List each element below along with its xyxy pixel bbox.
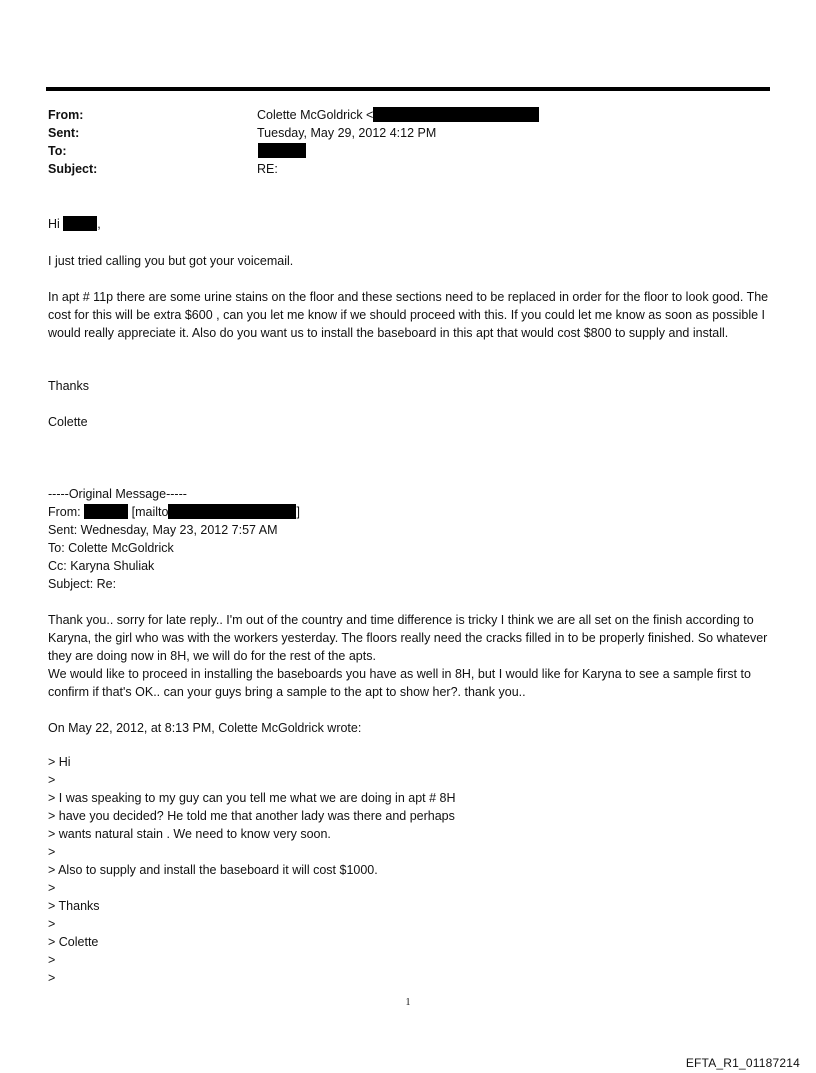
quoted-line: > [48, 881, 56, 895]
bates-number: EFTA_R1_01187214 [685, 1056, 800, 1070]
quoted-line: > have you decided? He told me that another lady was there and perhaps [48, 809, 455, 823]
quoted-line: > I was speaking to my guy can you tell me what we are doing in apt # 8H [48, 791, 456, 805]
message-signature: Colette [48, 415, 88, 429]
original-cc: Cc: Karyna Shuliak [48, 559, 155, 573]
greeting-suffix: , [97, 217, 101, 231]
subject-value: RE: [257, 162, 278, 176]
quoted-line: > [48, 953, 56, 967]
redaction-box [84, 504, 128, 519]
original-body-1: Thank you.. sorry for late reply.. I'm out of the country and time difference is tricky I think we are all set on the finish according to Karyna, the girl who was with the workers yesterday. The floors really need the cracks filled in to be properly finished. So whatever they are doing now in 8H, we will do for the rest of the apts. [48, 613, 768, 663]
message-greeting [48, 215, 772, 233]
mailto-prefix: [mailto [131, 505, 169, 519]
original-from: From: [mailto ] [48, 505, 300, 519]
original-message-header [48, 485, 772, 593]
quoted-line: > Colette [48, 935, 99, 949]
quoted-line: > [48, 773, 56, 787]
header-rule [46, 87, 770, 91]
quoted-line: > wants natural stain . We need to know very soon. [48, 827, 331, 841]
quoted-line: > [48, 917, 56, 931]
original-from-label: From: [48, 505, 81, 519]
quoted-block [48, 753, 772, 987]
to-value [257, 142, 306, 160]
redaction-box [63, 216, 97, 231]
from-label: From: [48, 108, 84, 122]
redaction-box [373, 107, 539, 122]
original-sent: Sent: Wednesday, May 23, 2012 7:57 AM [48, 523, 278, 537]
message-thanks: Thanks [48, 379, 89, 393]
from-name: Colette McGoldrick < [257, 108, 374, 122]
message-paragraph-2: In apt # 11p there are some urine stains on the floor and these sections need to be replaced in order for the floor to look good. The cost for this will be extra $600 , can you let me know if we should proceed with this. If you could let me know as soon as possible I would really appreciate it. Also do you want us to install the baseboard in this apt that would cost $800 to supply and install. [48, 290, 769, 340]
quoted-line: > Hi [48, 755, 71, 769]
greeting-text: Hi [48, 217, 60, 231]
email-header [48, 106, 772, 180]
quoted-line: > Also to supply and install the baseboard it will cost $1000. [48, 863, 378, 877]
to-label: To: [48, 144, 67, 158]
original-marker: -----Original Message----- [48, 487, 187, 501]
quoted-line: > [48, 971, 56, 985]
original-subject: Subject: Re: [48, 577, 117, 591]
redaction-box [168, 504, 296, 519]
subject-label: Subject: [48, 162, 98, 176]
original-to: To: Colette McGoldrick [48, 541, 174, 555]
quoted-line: > [48, 845, 56, 859]
redaction-box [258, 143, 306, 158]
sent-value: Tuesday, May 29, 2012 4:12 PM [257, 126, 437, 140]
message-paragraph-1: I just tried calling you but got your voicemail. [48, 254, 294, 268]
page-number: 1 [405, 997, 411, 1008]
quoted-line: > Thanks [48, 899, 100, 913]
sent-label: Sent: [48, 126, 80, 140]
from-value [257, 106, 539, 124]
original-body-2: We would like to proceed in installing the baseboards you have as well in 8H, but I would like for Karyna to see a sample first to confirm if that's OK.. can your guys bring a sample to the apt to show her?. thank you.. [48, 667, 751, 699]
wrote-line: On May 22, 2012, at 8:13 PM, Colette McGoldrick wrote: [48, 721, 362, 735]
